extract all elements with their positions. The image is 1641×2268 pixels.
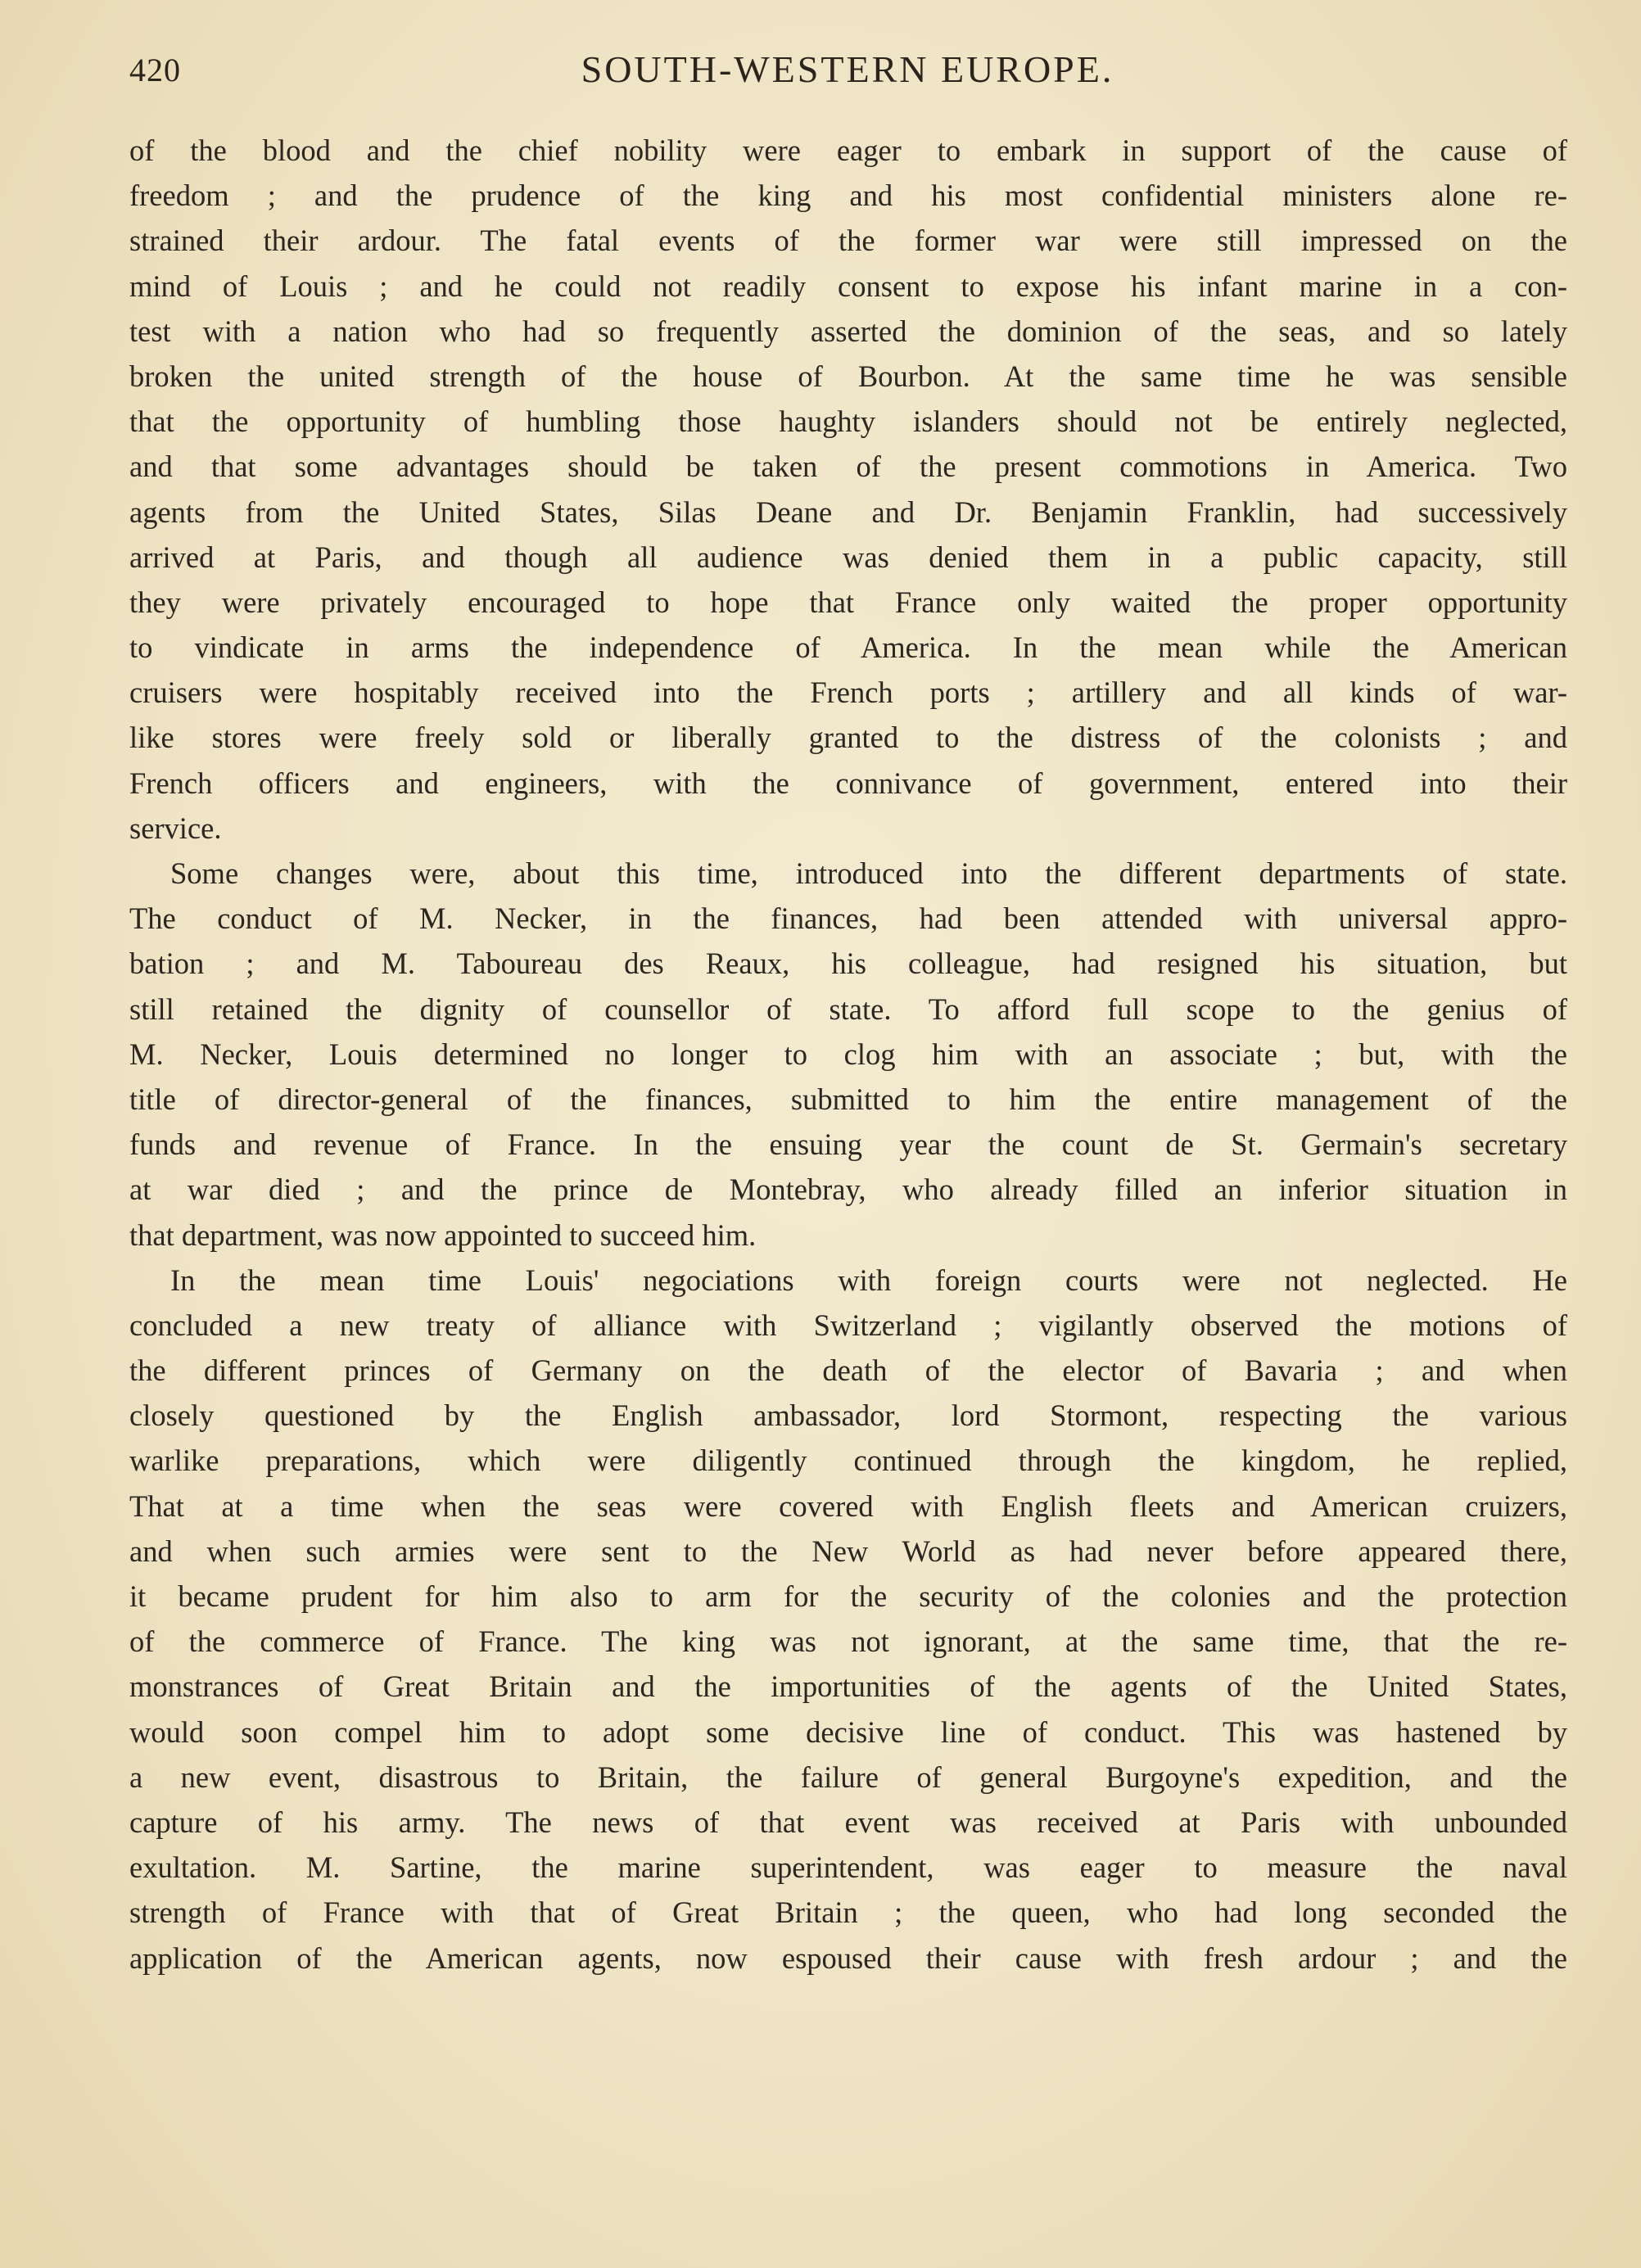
text-line: of the commerce of France. The king was not ignorant, at the same time, that the re-: [129, 1624, 1567, 1659]
page-number: 420: [129, 52, 181, 88]
text-line: it became prudent for him also to arm for the security of the colonies and the protection: [129, 1579, 1567, 1613]
text-line: still retained the dignity of counsellor of state. To afford full scope to the genius of: [129, 992, 1567, 1026]
text-line: bation ; and M. Taboureau des Reaux, his colleague, had resigned his situation, but: [129, 947, 1567, 981]
running-head: SOUTH-WESTERN EUROPE.: [581, 48, 1114, 90]
text-line: title of director-general of the finances, submitted to him the entire management of the: [129, 1082, 1567, 1116]
text-line: strength of France with that of Great Britain ; the queen, who had long seconded the: [129, 1895, 1567, 1930]
text-line: funds and revenue of France. In the ensuing year the count de St. Germain's secretary: [129, 1127, 1567, 1162]
text-line: mind of Louis ; and he could not readily consent to expose his infant marine in a con-: [129, 269, 1567, 303]
text-line: In the mean time Louis' negociations with foreign courts were not neglected. He: [170, 1263, 1567, 1297]
text-line: monstrances of Great Britain and the importunities of the agents of the United States,: [129, 1669, 1567, 1704]
text-line: The conduct of M. Necker, in the finances, had been attended with universal appro-: [129, 901, 1567, 936]
text-line: freedom ; and the prudence of the king and his most confidential ministers alone re-: [129, 178, 1567, 213]
text-line: and when such armies were sent to the New World as had never before appeared there,: [129, 1534, 1567, 1568]
text-line: the different princes of Germany on the death of the elector of Bavaria ; and when: [129, 1353, 1567, 1388]
text-line: that department, was now appointed to succeed him.: [129, 1218, 757, 1252]
text-line: That at a time when the seas were covered with English fleets and American cruizers,: [129, 1489, 1567, 1523]
body-text: [129, 128, 1567, 1981]
text-line: capture of his army. The news of that event was received at Paris with unbounded: [129, 1805, 1567, 1839]
text-line: that the opportunity of humbling those haughty islanders should not be entirely neglected,: [129, 404, 1567, 439]
text-line: broken the united strength of the house of Bourbon. At the same time he was sensible: [129, 359, 1567, 393]
text-line: to vindicate in arms the independence of America. In the mean while the American: [129, 630, 1567, 665]
text-line: M. Necker, Louis determined no longer to clog him with an associate ; but, with the: [129, 1037, 1567, 1071]
text-line: arrived at Paris, and though all audience was denied them in a public capacity, still: [129, 540, 1567, 574]
text-line: cruisers were hospitably received into the French ports ; artillery and all kinds of war-: [129, 675, 1567, 710]
text-line: warlike preparations, which were diligently continued through the kingdom, he replied,: [129, 1443, 1567, 1478]
text-line: service.: [129, 811, 222, 845]
text-line: would soon compel him to adopt some decisive line of conduct. This was hastened by: [129, 1715, 1567, 1749]
text-line: agents from the United States, Silas Deane and Dr. Benjamin Franklin, had successively: [129, 495, 1567, 529]
text-line: exultation. M. Sartine, the marine superintendent, was eager to measure the naval: [129, 1850, 1567, 1885]
text-line: French officers and engineers, with the connivance of government, entered into their: [129, 766, 1567, 800]
text-line: strained their ardour. The fatal events of the former war were still impressed on the: [129, 224, 1567, 258]
text-line: like stores were freely sold or liberally granted to the distress of the colonists ; and: [129, 721, 1567, 755]
text-line: at war died ; and the prince de Montebray, who already filled an inferior situation in: [129, 1172, 1567, 1207]
text-line: test with a nation who had so frequently asserted the dominion of the seas, and so lately: [129, 314, 1567, 348]
text-line: and that some advantages should be taken of the present commotions in America. Two: [129, 450, 1567, 484]
text-line: application of the American agents, now espoused their cause with fresh ardour ; and the: [129, 1940, 1567, 1975]
text-line: Some changes were, about this time, introduced into the different departments of state.: [170, 856, 1567, 890]
text-line: closely questioned by the English ambassador, lord Stormont, respecting the various: [129, 1398, 1567, 1433]
text-line: of the blood and the chief nobility were eager to embark in support of the cause of: [129, 133, 1567, 167]
text-line: concluded a new treaty of alliance with Switzerland ; vigilantly observed the motions of: [129, 1308, 1567, 1342]
text-line: a new event, disastrous to Britain, the failure of general Burgoyne's expedition, and the: [129, 1760, 1567, 1794]
page-header: [123, 47, 1572, 105]
text-line: they were privately encouraged to hope that France only waited the proper opportunity: [129, 585, 1567, 619]
